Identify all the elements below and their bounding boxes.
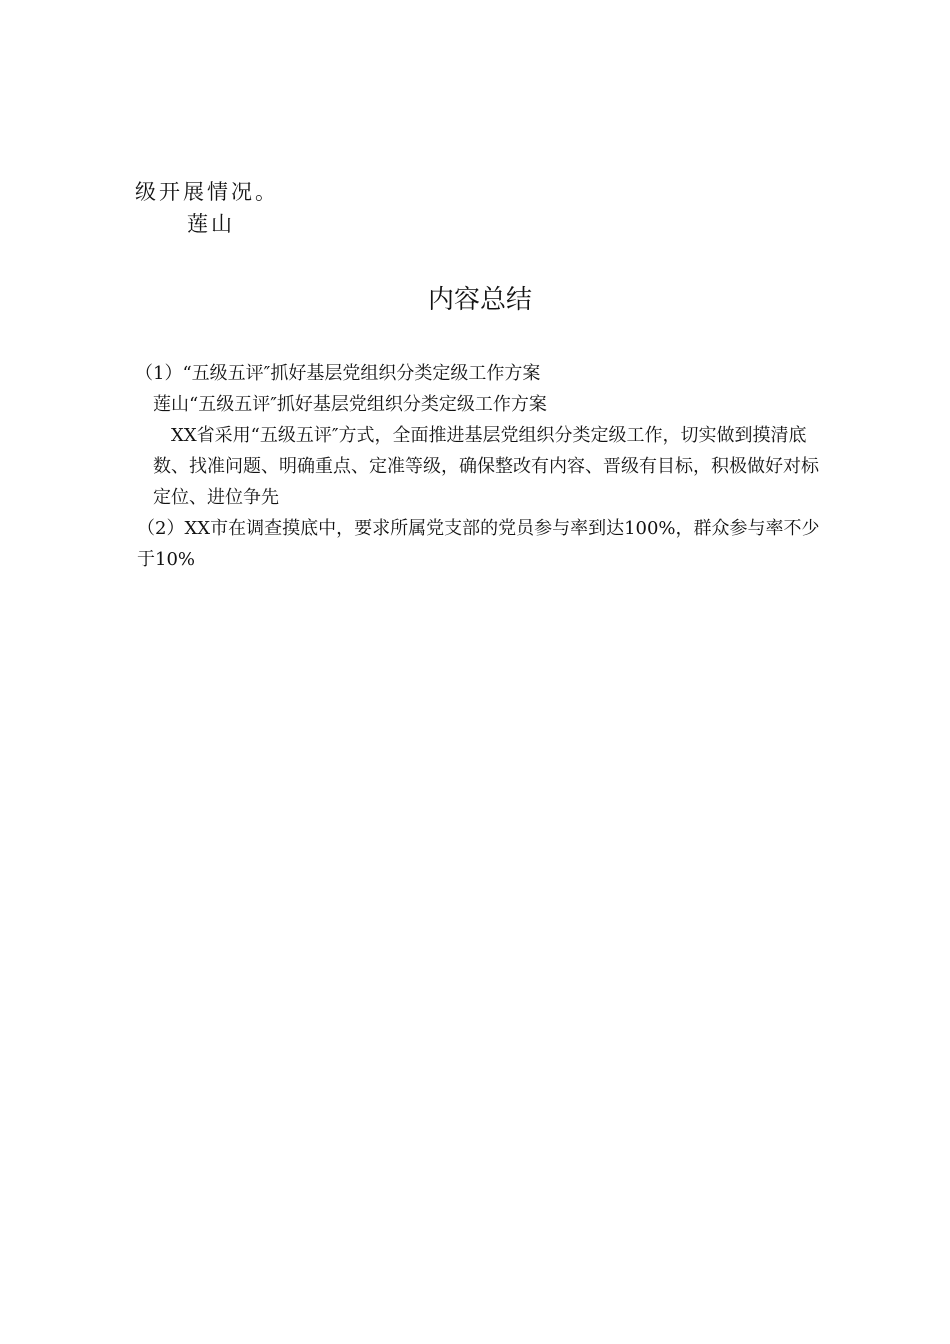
summary-paragraph-2: 莲山“五级五评″抓好基层党组织分类定级工作方案 [153, 394, 547, 415]
summary-paragraph-3: XX省采用“五级五评″方式，全面推进基层党组织分类定级工作，切实做到摸清底数、找准问题、明确重点、定准等级，确保整改有内容、晋级有目标，积极做好对标定位、进位争先 [153, 425, 819, 508]
continuation-text: 级开展情况。 [135, 180, 279, 204]
summary-paragraph-1: （1）“五级五评″抓好基层党组织分类定级工作方案 [135, 363, 541, 384]
summary-body [135, 358, 825, 575]
signature: 莲山 [187, 212, 235, 236]
summary-paragraph-4: （2）XX市在调查摸底中，要求所属党支部的党员参与率到达100%，群众参与率不少于10% [137, 518, 820, 570]
summary-title: 内容总结 [427, 285, 532, 315]
